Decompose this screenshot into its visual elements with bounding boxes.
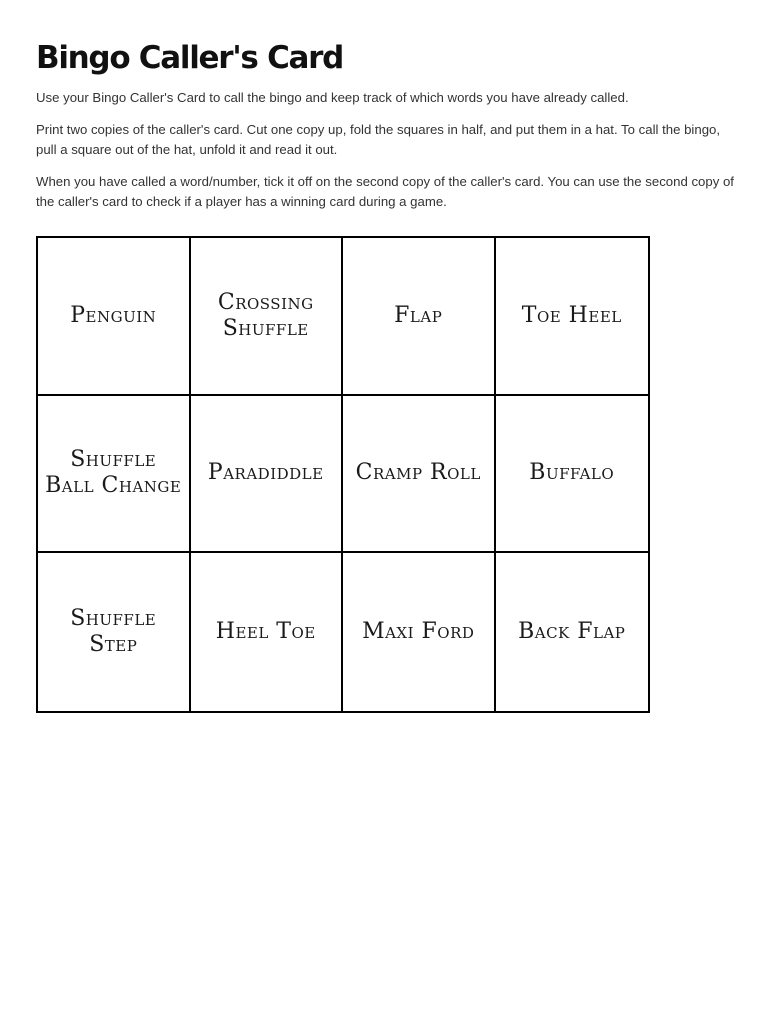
instructions-paragraph: Print two copies of the caller's card. Cut one copy up, fold the squares in half, and put them in a hat. To call the bingo, pull a square out of the hat, unfold it and read it out. [36, 122, 721, 157]
bingo-cell-label: Shuffle Step [70, 606, 157, 658]
bingo-cell-label: Crossing Shuffle [217, 289, 314, 341]
bingo-cell-label: Cramp Roll [355, 460, 481, 486]
bingo-cell [191, 396, 344, 554]
bingo-cell-label: Back Flap [518, 619, 626, 645]
bingo-cell [191, 553, 344, 711]
bingo-cell-label: Flap [394, 302, 443, 328]
bingo-cell [496, 238, 649, 396]
instructions-paragraph: Use your Bingo Caller's Card to call the bingo and keep track of which words you have already called. [36, 90, 629, 105]
bingo-cell [343, 396, 496, 554]
bingo-cell-label: Maxi Ford [362, 619, 475, 645]
page-title: Bingo Caller's Card [36, 40, 344, 76]
bingo-cell [496, 553, 649, 711]
bingo-cell [496, 396, 649, 554]
bingo-cell [38, 553, 191, 711]
bingo-cell-label: Toe Heel [521, 302, 622, 328]
bingo-cell [38, 396, 191, 554]
bingo-cell-label: Buffalo [529, 460, 615, 486]
bingo-cell-label: Penguin [70, 302, 157, 328]
bingo-cell [38, 238, 191, 396]
bingo-cell [343, 553, 496, 711]
bingo-card-grid [36, 236, 650, 713]
bingo-cell [343, 238, 496, 396]
bingo-cell-label: Heel Toe [215, 619, 316, 645]
bingo-cell [191, 238, 344, 396]
bingo-cell-label: Shuffle Ball Change [45, 447, 182, 499]
instructions-paragraph: When you have called a word/number, tick it off on the second copy of the caller's card. You can use the second copy of the caller's card to check if a player has a winning card during a game. [36, 174, 734, 209]
document-body [36, 36, 736, 212]
bingo-cell-label: Paradiddle [207, 460, 324, 486]
